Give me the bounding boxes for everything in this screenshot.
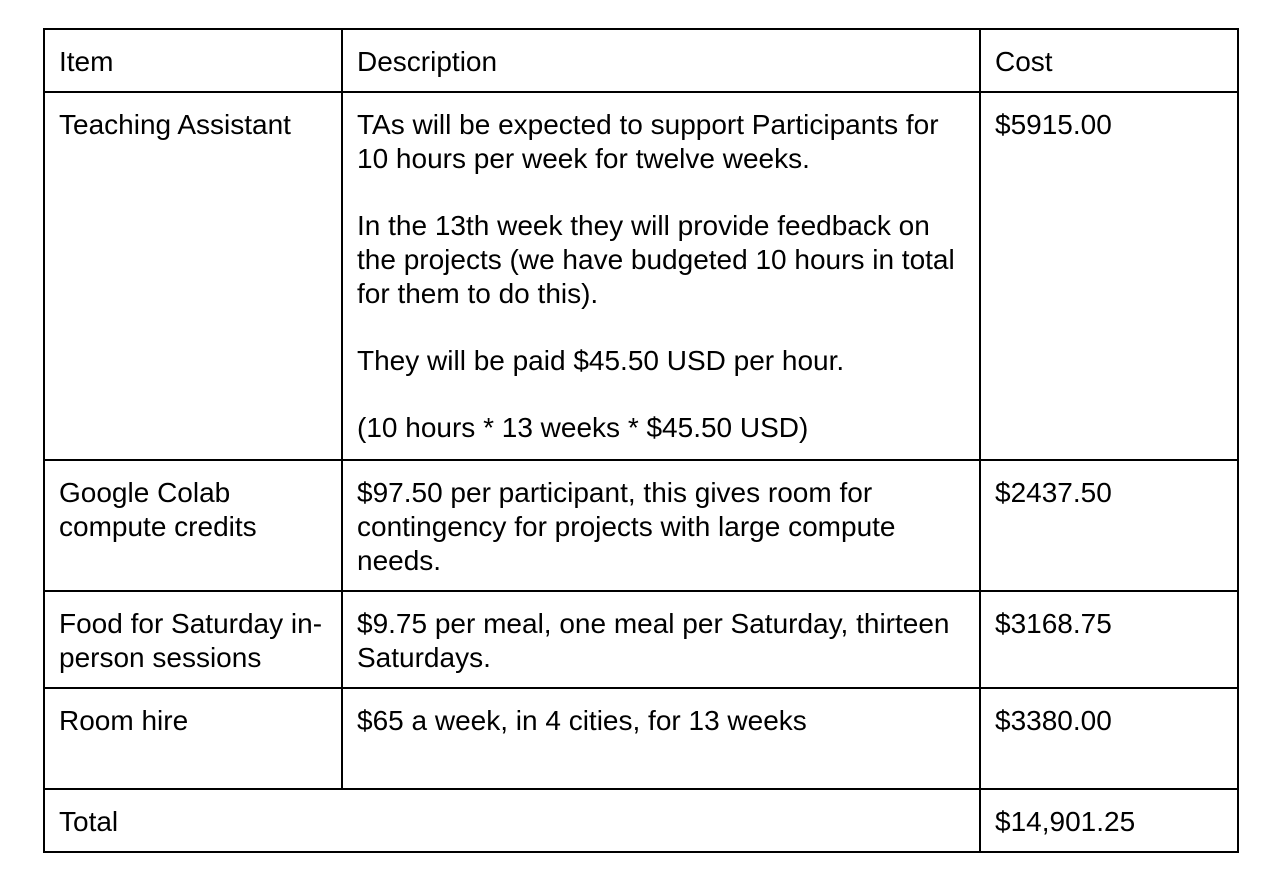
description-paragraph: $9.75 per meal, one meal per Saturday, thirteen Saturdays. xyxy=(357,608,950,673)
description-paragraph: $65 a week, in 4 cities, for 13 weeks xyxy=(357,705,807,736)
row-cost-value: $2437.50 xyxy=(995,477,1112,508)
row-item-cell xyxy=(44,92,342,460)
header-description-label: Description xyxy=(357,46,498,77)
table-row xyxy=(44,591,1238,688)
table-row xyxy=(44,688,1238,789)
header-cost xyxy=(980,29,1238,92)
table-row xyxy=(44,92,1238,460)
row-description-cell xyxy=(342,460,980,591)
row-description-cell xyxy=(342,688,980,789)
description-paragraph: $97.50 per participant, this gives room for contingency for projects with large compute needs. xyxy=(357,477,896,576)
row-description-cell xyxy=(342,92,980,460)
total-label-cell xyxy=(44,789,980,852)
table-row xyxy=(44,460,1238,591)
total-cost-value: $14,901.25 xyxy=(995,806,1136,837)
description-paragraph: TAs will be expected to support Participants for 10 hours per week for twelve weeks. xyxy=(357,109,939,174)
row-item-label: Google Colab compute credits xyxy=(59,477,257,542)
row-cost-cell xyxy=(980,460,1238,591)
row-item-cell xyxy=(44,460,342,591)
table-total-row xyxy=(44,789,1238,852)
row-cost-cell xyxy=(980,591,1238,688)
total-label: Total xyxy=(59,806,119,837)
row-item-label: Teaching Assistant xyxy=(59,109,291,140)
header-description xyxy=(342,29,980,92)
header-item xyxy=(44,29,342,92)
header-item-label: Item xyxy=(59,46,114,77)
header-cost-label: Cost xyxy=(995,46,1053,77)
total-cost-cell xyxy=(980,789,1238,852)
row-cost-value: $3380.00 xyxy=(995,705,1112,736)
row-description-cell xyxy=(342,591,980,688)
description-paragraph: (10 hours * 13 weeks * $45.50 USD) xyxy=(357,412,809,443)
row-cost-value: $5915.00 xyxy=(995,109,1112,140)
row-item-label: Room hire xyxy=(59,705,189,736)
table-header-row xyxy=(44,29,1238,92)
row-item-label: Food for Saturday in-person sessions xyxy=(59,608,323,673)
row-cost-cell xyxy=(980,92,1238,460)
row-cost-cell xyxy=(980,688,1238,789)
row-item-cell xyxy=(44,591,342,688)
description-paragraph: They will be paid $45.50 USD per hour. xyxy=(357,345,845,376)
description-paragraph: In the 13th week they will provide feedback on the projects (we have budgeted 10 hours in total for them to do this). xyxy=(357,210,955,309)
row-cost-value: $3168.75 xyxy=(995,608,1112,639)
row-item-cell xyxy=(44,688,342,789)
budget-table xyxy=(43,28,1239,853)
